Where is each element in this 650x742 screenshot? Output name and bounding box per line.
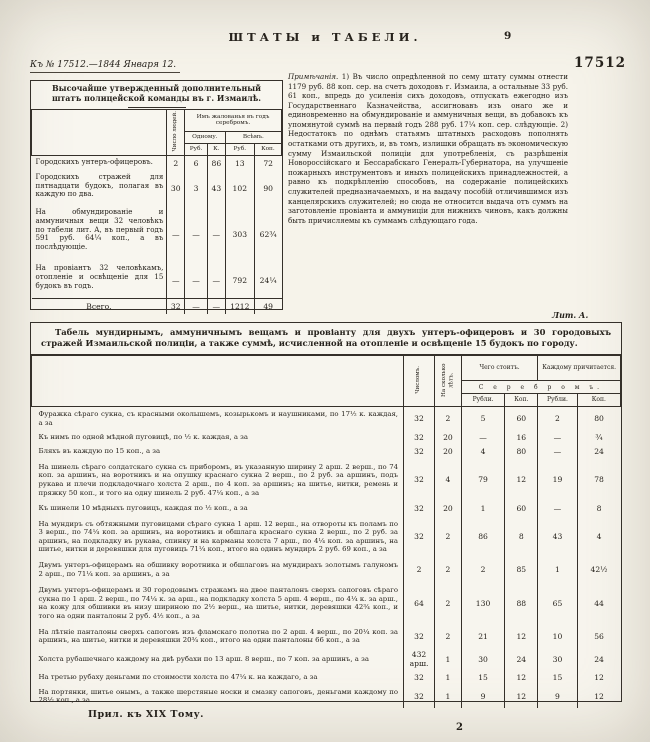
- total-people: 32: [167, 298, 185, 314]
- table-row: [32, 206, 282, 262]
- cell-all_k: 72: [254, 155, 281, 171]
- cell-cost_r: 9: [461, 684, 504, 708]
- divider: [128, 107, 186, 108]
- table-row: [32, 625, 621, 649]
- column-count: Числомъ.: [404, 355, 435, 406]
- cell-years: 2: [435, 582, 462, 625]
- cell-each_k: 56: [577, 625, 620, 649]
- table-row: [32, 648, 621, 670]
- staff-table-section: [30, 80, 283, 310]
- column-kop: Коп.: [577, 394, 620, 407]
- cell-each_r: 15: [538, 670, 577, 684]
- item-label: На провіантъ 32 человѣкамъ, отопленіе и освѣщеніе для 15 будокъ въ годъ.: [35, 263, 164, 290]
- column-salary: Имъ жалованья въ годъ серебромъ.: [185, 109, 282, 132]
- cell-cost_k: 12: [505, 684, 538, 708]
- cell-years: 2: [435, 406, 462, 430]
- cell-cost_r: 30: [461, 648, 504, 670]
- column-rub: Руб.: [225, 144, 254, 155]
- cell-count: 432 арш.: [404, 648, 435, 670]
- cell-each_k: 80: [577, 406, 620, 430]
- cell-count: 32: [404, 515, 435, 558]
- total-one-rub: —: [185, 298, 208, 314]
- staff-table-body: [32, 155, 282, 298]
- lit-a-label: Лит. А.: [552, 310, 589, 320]
- cell-each_k: 12: [577, 670, 620, 684]
- cell-each_r: 43: [538, 515, 577, 558]
- table-row: [32, 670, 621, 684]
- cell-each_k: 44: [577, 582, 620, 625]
- cell-cost_r: 15: [461, 670, 504, 684]
- tabel-body: [32, 406, 621, 708]
- total-label: Всего.: [32, 298, 167, 314]
- item-label: На мундиръ съ обтяжными пуговицами сѣраго сукна 1 арш. 12 верш., на отвороты къ поламъ по 3 верш., по 74¼ коп. за аршинъ, на воротникъ и обшлага краснаго сукна 2 верш., по 2 руб. за аршинъ, на подкладку въ рукава, спинку и на карманы холста 7 арш., по 4¼ коп. за аршинъ, на шитье, нитки и деревяшки для пуговицъ 71¼ коп., итого на одинъ мундиръ 2 руб. 69 коп., а за: [38, 519, 398, 554]
- column-all: Всѣмъ.: [225, 132, 281, 144]
- cell-cost_k: 16: [505, 431, 538, 445]
- cell-each_k: 42½: [577, 558, 620, 582]
- cell-years: 4: [435, 459, 462, 502]
- staff-table-title: Высочайше утвержденный дополнительный штатъ полицейской команды въ г. Измаилѣ.: [51, 84, 262, 104]
- item-label: Къ нимъ по одной мѣдной пуговицѣ, по ½ к. каждая, а за: [38, 433, 248, 442]
- column-rub: Руб.: [185, 144, 208, 155]
- cell-one_k: —: [208, 206, 226, 262]
- cell-each_k: 78: [577, 459, 620, 502]
- table-row: [32, 558, 621, 582]
- item-label: Городскихъ унтеръ-офицеровъ.: [35, 156, 153, 166]
- cell-each_r: 19: [538, 459, 577, 502]
- column-each: Каждому причитается.: [538, 355, 621, 381]
- doc-reference: Къ № 17512.—1844 Января 12.: [30, 60, 180, 73]
- cell-cost_k: 85: [505, 558, 538, 582]
- cell-cost_r: 79: [461, 459, 504, 502]
- cell-each_k: ¾: [577, 431, 620, 445]
- cell-years: 2: [435, 558, 462, 582]
- cell-each_r: 2: [538, 406, 577, 430]
- cell-count: 2: [404, 558, 435, 582]
- margin-act-number: 17512: [574, 55, 626, 71]
- cell-cost_k: 12: [505, 670, 538, 684]
- column-rubli: Рубли.: [461, 394, 504, 407]
- cell-all_k: 90: [254, 171, 281, 207]
- cell-cost_r: —: [461, 431, 504, 445]
- tabel-title: Табель мундирнымъ, аммуничнымъ вещамъ и провіанту для двухъ унтеръ-офицеровъ и 30 городовыхъ стражей Измаильской полиціи, а также суммѣ, исчисленной на отопленіе и освѣщеніе 15 будокъ по городу.: [31, 323, 621, 355]
- notes-paragraph: [288, 72, 568, 225]
- table-row: [32, 406, 621, 430]
- total-all-rub: 1212: [225, 298, 254, 314]
- item-label: Бляхъ въ каждую по 15 коп., а за: [38, 447, 161, 456]
- cell-all_r: 102: [225, 171, 254, 207]
- cell-people: 2: [167, 155, 185, 171]
- total-all-kop: 49: [254, 298, 281, 314]
- cell-one_r: —: [185, 206, 208, 262]
- item-label: Двумъ унтеръ-офицерамъ и 30 городовымъ стражамъ на двое панталонъ сверхъ сапоговъ сѣраго сукна по 1 арш. 2 верш., по 74¼ к. за арш., на подкладку холста 5 арш. 4 верш., по 4¼ к. за арш., на кожу для обшивки въ низу шириною по 2½ верш., на шитье, нитки, деревяшки 42¾ коп., и того на одни панталоны 2 руб. 4½ коп., а за: [38, 586, 398, 620]
- cell-years: 1: [435, 670, 462, 684]
- cell-cost_r: 130: [461, 582, 504, 625]
- cell-each_r: 30: [538, 648, 577, 670]
- table-row: [32, 582, 621, 625]
- silver-label: С е р е б р о м ъ.: [461, 381, 620, 394]
- column-kop: Коп.: [254, 144, 281, 155]
- cell-cost_k: 24: [505, 648, 538, 670]
- table-row: [32, 431, 621, 445]
- cell-one_k: 43: [208, 171, 226, 207]
- column-years: На сколько лѣтъ.: [435, 355, 462, 406]
- cell-cost_r: 4: [461, 445, 504, 459]
- cell-all_k: 24¼: [254, 262, 281, 298]
- cell-people: —: [167, 206, 185, 262]
- total-one-kop: —: [208, 298, 226, 314]
- cell-years: 20: [435, 445, 462, 459]
- cell-cost_r: 86: [461, 515, 504, 558]
- footer-volume-note: Прил. къ XIX Тому.: [88, 709, 204, 720]
- cell-cost_k: 8: [505, 515, 538, 558]
- item-label: Двумъ унтеръ-офицерамъ на обшивку воротника и обшлаговъ на мундирахъ золотымъ галуномъ 2 арш., по 71¼ коп. за аршинъ, а за: [38, 561, 398, 578]
- table-row: [32, 262, 282, 298]
- column-kop: Коп.: [505, 394, 538, 407]
- cell-one_r: 6: [185, 155, 208, 171]
- cell-each_r: —: [538, 445, 577, 459]
- cell-count: 32: [404, 670, 435, 684]
- table-row: [32, 459, 621, 502]
- table-row: [32, 684, 621, 708]
- notes-lead: Примѣчанія.: [288, 72, 339, 81]
- cell-each_r: 10: [538, 625, 577, 649]
- cell-cost_k: 80: [505, 445, 538, 459]
- cell-one_r: —: [185, 262, 208, 298]
- column-one: Одному.: [185, 132, 226, 144]
- cell-years: 2: [435, 625, 462, 649]
- cell-each_k: 24: [577, 445, 620, 459]
- cell-one_k: 86: [208, 155, 226, 171]
- cell-all_k: 62¾: [254, 206, 281, 262]
- table-row: [32, 501, 621, 515]
- cell-each_k: 12: [577, 684, 620, 708]
- item-label: Фуражка сѣраго сукна, съ красными околышемъ, козырькомъ и наушниками, по 17½ к. каждая, а за: [38, 410, 398, 427]
- cell-cost_r: 21: [461, 625, 504, 649]
- cell-cost_r: 2: [461, 558, 504, 582]
- cell-each_k: 4: [577, 515, 620, 558]
- item-label: На обмундированіе и аммуничныя вещи 32 человѣкъ по табели лит. А, въ первый годъ 591 руб. 64¼ коп., а въ послѣдующіе.: [35, 207, 164, 251]
- cell-one_r: 3: [185, 171, 208, 207]
- item-label: На лѣтніе панталоны сверхъ сапоговъ изъ фламскаго полотна по 2 арш. 4 верш., по 20¼ коп. за аршинъ, на шитье, нитки и деревяшки 20¾ коп., итого на одни панталоны 66 коп., а за: [38, 627, 398, 645]
- item-label: Городскихъ стражей для пятнадцати будокъ, полагая въ каждую по два.: [35, 171, 164, 199]
- item-label: Къ шинели 10 мѣдныхъ пуговицъ, каждая по ½ коп., а за: [38, 504, 248, 513]
- cell-each_r: 65: [538, 582, 577, 625]
- column-rubli: Рубли.: [538, 394, 577, 407]
- cell-cost_k: 12: [505, 459, 538, 502]
- item-label: На третью рубаху деньгами по стоимости холста по 47¼ к. на каждаго, а за: [38, 673, 318, 682]
- cell-cost_r: 5: [461, 406, 504, 430]
- page-number: 9: [504, 30, 512, 42]
- cell-people: 30: [167, 171, 185, 207]
- cell-years: 20: [435, 501, 462, 515]
- cell-people: —: [167, 262, 185, 298]
- cell-each_r: —: [538, 431, 577, 445]
- column-k: К.: [208, 144, 226, 155]
- cell-all_r: 303: [225, 206, 254, 262]
- column-cost: Чего стоитъ.: [461, 355, 537, 381]
- cell-each_r: —: [538, 501, 577, 515]
- staff-table-footer: [32, 298, 282, 314]
- cell-each_r: 9: [538, 684, 577, 708]
- cell-cost_k: 60: [505, 406, 538, 430]
- cell-count: 32: [404, 445, 435, 459]
- tabel-header: [32, 355, 621, 406]
- notes-body: 1) Въ число опредѣленной по сему штату суммы отнести 1179 руб. 88 коп. сер. на счетъ доходовъ г. Измаила, а остальные 33 руб. 61 коп., впредь до усиленія сихъ доходовъ, отпускать ежегодно изъ Государственнаго Казначейства, ассигновавъ изъ онаго же и единовременно на обмундированіе и аммуничныя вещи, въ добавокъ къ упомянутой суммѣ на первый годъ 288 руб. 17¼ коп. сер. слѣдующіе. 2) Недостатокъ по однѣмъ статьямъ штатныхъ расходовъ пополнять остатками отъ другихъ, и, въ томъ, излишки обращать въ экономическую сумму Измаильской полиціи для употребленія, съ разрѣшенія Новороссійскаго и Бессарабскаго Генералъ-Губернатора, на улучшеніе пожарныхъ инструментовъ и иныхъ полицейскихъ принадлежностей, а равно къ подкрѣпленію способовъ, на содержаніе полицейскихъ служителей предназначаемыхъ, и на выдачу пособій отличившимся изъ канцелярскихъ служителей; но сюда не относится выдача отъ суммъ на заготовленіе провіанта и аммуниціи для нижнихъ чиновъ, какъ должны быть причисляемы къ суммамъ слѣдующаго года.: [288, 72, 568, 225]
- table-row: [32, 515, 621, 558]
- staff-table-header: [32, 109, 282, 155]
- cell-each_r: 1: [538, 558, 577, 582]
- cell-years: 1: [435, 684, 462, 708]
- cell-all_r: 13: [225, 155, 254, 171]
- cell-count: 32: [404, 406, 435, 430]
- cell-each_k: 24: [577, 648, 620, 670]
- item-label: Холста рубашечнаго каждому на двѣ рубахи по 13 арш. 8 верш., по 7 коп. за аршинъ, а за: [38, 655, 369, 663]
- cell-cost_k: 88: [505, 582, 538, 625]
- column-people: Число людей.: [167, 109, 185, 155]
- cell-count: 32: [404, 459, 435, 502]
- table-row: [32, 445, 621, 459]
- cell-one_k: —: [208, 262, 226, 298]
- cell-count: 64: [404, 582, 435, 625]
- cell-count: 32: [404, 625, 435, 649]
- item-label: На шинель сѣраго солдатскаго сукна съ приборомъ, въ указанную ширину 2 арш. 2 верш., по 74 коп. за аршинъ, на воротникъ и на опушку краснаго сукна 2 верш., по 2 руб. за аршинъ, подъ рукава и плечи подкладочнаго холста 2 арш., по 4 коп. за аршинъ; на шитье, нитки, ремень и пряжку 50 коп., и того на одну шинель 2 руб. 47¼ коп., а за: [38, 462, 398, 497]
- footer-page-number: 2: [456, 722, 463, 733]
- cell-cost_r: 1: [461, 501, 504, 515]
- item-label: На портянки, шитье онымъ, а также шерстяные носки и смазку сапоговъ, деньгами каждому по 28½ коп., а за: [38, 687, 398, 705]
- cell-years: 1: [435, 648, 462, 670]
- cell-years: 2: [435, 515, 462, 558]
- cell-cost_k: 12: [505, 625, 538, 649]
- staff-total-row: [32, 298, 282, 314]
- table-row: [32, 171, 282, 207]
- page-title: ШТАТЫ и ТАБЕЛИ.: [228, 30, 422, 44]
- cell-all_r: 792: [225, 262, 254, 298]
- tabel-table: [31, 355, 621, 705]
- tabel-section: [30, 322, 622, 705]
- cell-count: 32: [404, 431, 435, 445]
- cell-years: 20: [435, 431, 462, 445]
- table-row: [32, 155, 282, 171]
- staff-table: [31, 109, 282, 312]
- cell-count: 32: [404, 501, 435, 515]
- cell-each_k: 8: [577, 501, 620, 515]
- cell-cost_k: 60: [505, 501, 538, 515]
- cell-count: 32: [404, 684, 435, 708]
